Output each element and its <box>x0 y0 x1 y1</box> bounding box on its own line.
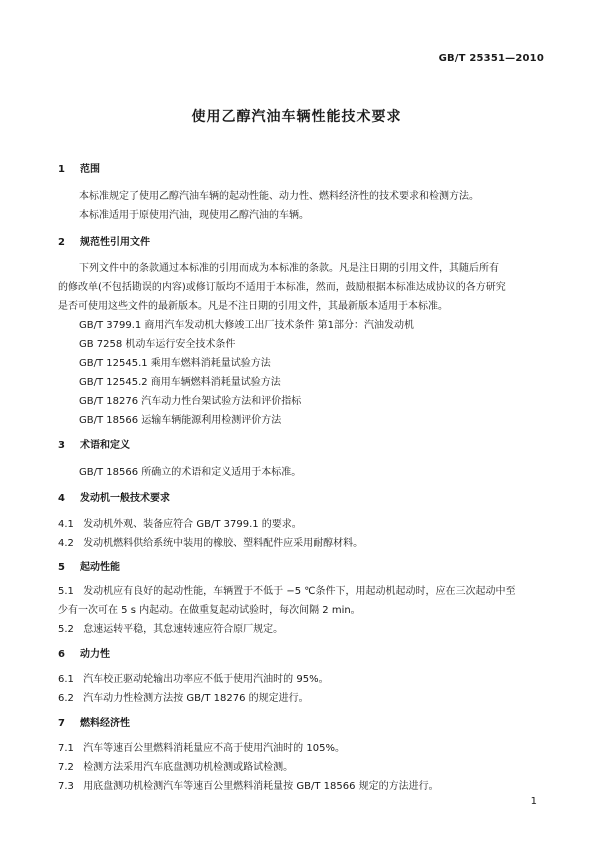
section-heading-5 <box>58 561 120 575</box>
section-number: 2 <box>58 237 65 248</box>
clause-number: 5.1 <box>58 586 74 597</box>
clause-text: 发动机应有良好的起动性能，车辆置于不低于 −5 ℃条件下，用起动机起动时，应在三次起动中至 <box>83 586 516 597</box>
standard-code: GB/T 25351—2010 <box>438 53 544 64</box>
section-number: 1 <box>58 164 65 175</box>
paragraph: 本标准规定了使用乙醇汽油车辆的起动性能、动力性、燃料经济性的技术要求和检测方法。 <box>79 191 479 202</box>
section-heading-6 <box>58 648 110 662</box>
clause-text: 发动机燃料供给系统中装用的橡胶、塑料配件应采用耐醇材料。 <box>83 538 364 549</box>
clause <box>58 518 302 532</box>
paragraph-line: 是否可使用这些文件的最新版本。凡是不注日期的引用文件，其最新版本适用于本标准。 <box>58 301 448 312</box>
clause <box>58 585 516 599</box>
clause <box>58 623 283 637</box>
paragraph-line: 的修改单(不包括勘误的内容)或修订版均不适用于本标准，然而，鼓励根据本标准达成协议的各方研究 <box>58 282 506 293</box>
section-number: 7 <box>58 718 65 729</box>
reference-item: GB 7258 机动车运行安全技术条件 <box>79 339 236 350</box>
clause-text: 汽车等速百公里燃料消耗量应不高于使用汽油时的 105%。 <box>83 743 345 754</box>
reference-item: GB/T 18566 运输车辆能源利用检测评价方法 <box>79 415 282 426</box>
section-title: 术语和定义 <box>80 440 130 451</box>
paragraph-line: 下列文件中的条款通过本标准的引用而成为本标准的条款。凡是注日期的引用文件，其随后所有 <box>79 263 499 274</box>
reference-item: GB/T 12545.2 商用车辆燃料消耗量试验方法 <box>79 377 281 388</box>
clause-continuation: 少有一次可在 5 s 内起动。在做重复起动试验时，每次间隔 2 min。 <box>58 605 361 616</box>
clause <box>58 742 345 756</box>
clause-text: 发动机外观、装备应符合 GB/T 3799.1 的要求。 <box>83 519 302 530</box>
clause-number: 4.1 <box>58 519 74 530</box>
section-title: 动力性 <box>80 649 110 660</box>
section-heading-2 <box>58 236 150 250</box>
clause <box>58 780 439 794</box>
section-heading-1 <box>58 163 100 177</box>
section-heading-7 <box>58 717 130 731</box>
clause <box>58 673 329 687</box>
clause <box>58 761 293 775</box>
clause-number: 7.2 <box>58 762 74 773</box>
section-title: 发动机一般技术要求 <box>80 493 170 504</box>
section-number: 4 <box>58 493 65 504</box>
section-number: 5 <box>58 562 65 573</box>
clause-number: 5.2 <box>58 624 74 635</box>
clause-text: 用底盘测功机检测汽车等速百公里燃料消耗量按 GB/T 18566 规定的方法进行。 <box>83 781 439 792</box>
section-number: 3 <box>58 440 65 451</box>
clause-number: 7.1 <box>58 743 74 754</box>
clause-text: 检测方法采用汽车底盘测功机检测或路试检测。 <box>83 762 294 773</box>
page-title: 使用乙醇汽油车辆性能技术要求 <box>191 109 402 125</box>
clause <box>58 537 363 551</box>
paragraph: 本标准适用于原使用汽油，现使用乙醇汽油的车辆。 <box>79 210 309 221</box>
section-title: 燃料经济性 <box>80 718 130 729</box>
section-heading-4 <box>58 492 170 506</box>
clause <box>58 692 309 706</box>
section-title: 规范性引用文件 <box>80 237 150 248</box>
paragraph: GB/T 18566 所确立的术语和定义适用于本标准。 <box>79 467 302 478</box>
clause-text: 汽车动力性检测方法按 GB/T 18276 的规定进行。 <box>83 693 309 704</box>
reference-item: GB/T 3799.1 商用汽车发动机大修竣工出厂技术条件 第1部分：汽油发动机 <box>79 320 414 331</box>
clause-text: 汽车校正驱动轮输出功率应不低于使用汽油时的 95%。 <box>83 674 329 685</box>
clause-number: 6.1 <box>58 674 74 685</box>
clause-number: 7.3 <box>58 781 74 792</box>
section-number: 6 <box>58 649 65 660</box>
section-title: 范围 <box>80 164 100 175</box>
clause-number: 4.2 <box>58 538 74 549</box>
reference-item: GB/T 18276 汽车动力性台架试验方法和评价指标 <box>79 396 302 407</box>
clause-text: 怠速运转平稳，其怠速转速应符合原厂规定。 <box>83 624 284 635</box>
clause-number: 6.2 <box>58 693 74 704</box>
reference-item: GB/T 12545.1 乘用车燃料消耗量试验方法 <box>79 358 271 369</box>
section-heading-3 <box>58 439 130 453</box>
page-number: 1 <box>530 796 537 807</box>
section-title: 起动性能 <box>80 562 120 573</box>
